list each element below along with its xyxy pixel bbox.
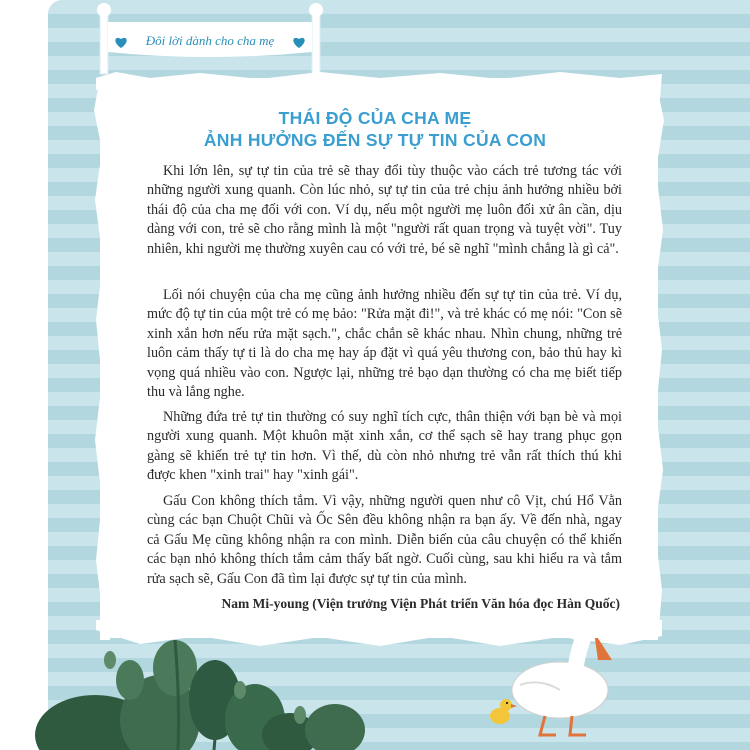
heart-icon — [292, 36, 306, 49]
duckling-illustration — [490, 699, 517, 724]
title-line-1: THÁI ĐỘ CỦA CHA MẸ — [278, 108, 472, 128]
paragraph-2: Lối nói chuyện của cha mẹ cũng ảnh hưởng nhiều đến sự tự tin của trẻ. Ví dụ, mức độ tự tin của một trẻ có mẹ bảo: "Rửa mặt đi!", và trẻ khác có mẹ nói: "Con sẽ xinh xắn hơn nếu rửa mặt sạch.", chắc chắn sẽ khác nhau. Nhìn chung, những trẻ luôn cảm thấy tự ti là do cha mẹ hay áp đặt vì quá yêu thương con, bảo thủ hay kì vọng quá nhiều vào con. Ngược lại, những trẻ bạo dạn thường có cha mẹ biết tiếp thu và lắng nghe. — [147, 287, 622, 401]
article-title — [130, 107, 620, 151]
title-line-2: ẢNH HƯỞNG ĐẾN SỰ TỰ TIN CỦA CON — [203, 130, 547, 150]
author-signature: Nam Mi-young (Viện trưởng Viện Phát triển Văn hóa đọc Hàn Quốc) — [221, 596, 620, 611]
paragraph-1: Khi lớn lên, sự tự tin của trẻ sẽ thay đổi tùy thuộc vào cách trẻ tương tác với những người xung quanh. Còn lúc nhỏ, sự tự tin của trẻ chịu ảnh hưởng nhiều bởi thái độ của cha mẹ đối với con. Ví dụ, nếu một người mẹ luôn đối xử ân cần, dịu dàng với con, trẻ sẽ cho rằng mình là một "người rất quan trọng và tuyệt vời". Tuy nhiên, khi người mẹ thường xuyên cau có với trẻ, bé sẽ nghĩ "mình chẳng là gì cả". — [147, 163, 622, 257]
leafy-plants-illustration — [35, 640, 365, 750]
paragraph-3: Những đứa trẻ tự tin thường có suy nghĩ tích cực, thân thiện với bạn bè và mọi người xung quanh. Một khuôn mặt xinh xắn, cơ thể sạch sẽ hay trang phục gọn gàng sẽ khiến trẻ tự tin hơn. Vì thế, dù còn nhỏ nhưng trẻ vẫn rất thích thú khi được khen "xinh trai" hay "xinh gái". — [147, 409, 622, 484]
paragraph-4: Gấu Con không thích tắm. Vì vậy, những người quen như cô Vịt, chú Hổ Vằn cùng các bạn Chuột Chũi và Ốc Sên đều không nhận ra bạn ấy. Về đến nhà, ngay cả Gấu Mẹ cũng không nhận ra con mình. Diễn biến của câu chuyện có thể khiến các bạn nhỏ không thích tắm cảm thấy bất ngờ. Cuối cùng, sau khi hiểu ra và tắm rửa sạch sẽ, Gấu Con đã tìm lại được sự tự tin của mình. — [147, 493, 622, 587]
banner — [108, 20, 312, 66]
banner-label: Đôi lời dành cho cha mẹ — [145, 33, 275, 48]
